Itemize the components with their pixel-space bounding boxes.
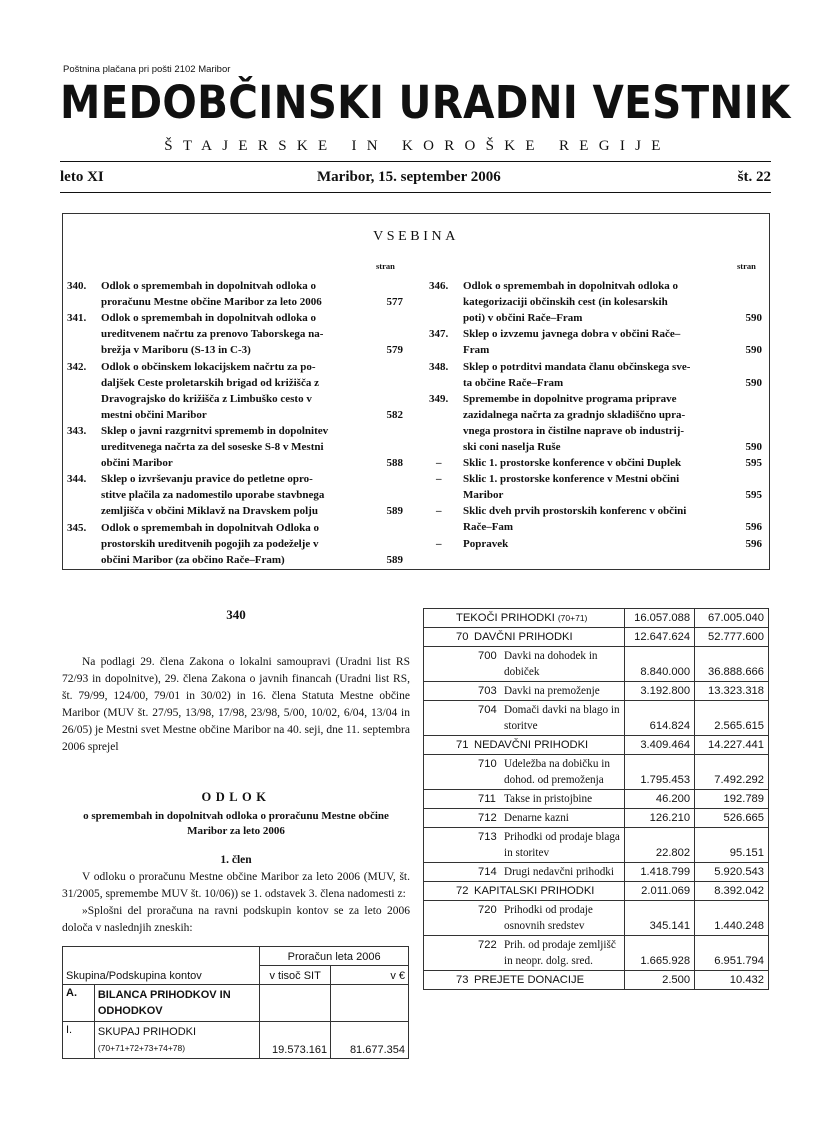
table-row bbox=[424, 628, 769, 647]
row-value-sit: 22.802 bbox=[625, 828, 695, 863]
toc-entry-title: Sklep o izvrševanju pravice do petletne opro- stitve plačila za nadomestilo uporabe stavbnega zemljišča v občini Miklavž na Dravskem polju bbox=[101, 473, 325, 518]
table-row bbox=[424, 936, 769, 971]
row-value-sit: 1.795.453 bbox=[625, 755, 695, 790]
row-label-text: Davki na premoženje bbox=[504, 685, 600, 697]
row-value-sit: 16.057.088 bbox=[625, 609, 695, 628]
row-code: 712 bbox=[478, 812, 497, 824]
row-label-text: Prih. od prodaje zemljišč in neopr. dolg. sred. bbox=[504, 939, 616, 967]
row-label-text: TEKOČI PRIHODKI bbox=[456, 612, 555, 624]
row-value-eur: 81.677.354 bbox=[331, 1022, 409, 1059]
toc-entry-number: 346. bbox=[429, 280, 449, 292]
col-sit-header: v tisoč SIT bbox=[260, 966, 331, 985]
table-row bbox=[424, 971, 769, 990]
row-label bbox=[424, 936, 625, 971]
toc-entry-title: Popravek bbox=[463, 537, 509, 550]
row-value-sit: 2.500 bbox=[625, 971, 695, 990]
budget-table-right bbox=[423, 608, 769, 990]
row-code: 720 bbox=[478, 904, 497, 916]
toc-entry-title: Odlok o spremembah in dopolnitvah odloka o kategorizaciji občinskih cest (in kolesarskih poti) v občini Rače–Fram bbox=[463, 280, 678, 325]
row-label-text: KAPITALSKI PRIHODKI bbox=[474, 885, 595, 897]
row-value-eur: 52.777.600 bbox=[695, 628, 769, 647]
table-of-contents bbox=[62, 213, 770, 570]
row-value-eur: 95.151 bbox=[695, 828, 769, 863]
row-label bbox=[424, 701, 625, 736]
row-value-eur: 192.789 bbox=[695, 790, 769, 809]
table-row bbox=[424, 790, 769, 809]
masthead-title: MEDOBČINSKI URADNI VESTNIK bbox=[60, 76, 791, 129]
masthead-subtitle: ŠTAJERSKE IN KOROŠKE REGIJE bbox=[164, 138, 671, 154]
toc-entry-page: 588 bbox=[386, 457, 403, 470]
row-label-text: Drugi nedavčni prihodki bbox=[504, 866, 614, 878]
toc-entry-page: 589 bbox=[386, 553, 403, 566]
article-paragraph: »Splošni del proračuna na ravni podskupin kontov se za leto 2006 določa v naslednjih zneskih: bbox=[62, 905, 410, 934]
row-code: 72 bbox=[456, 885, 469, 897]
row-label bbox=[424, 790, 625, 809]
row-code: 704 bbox=[478, 704, 497, 716]
row-value-eur: 2.565.615 bbox=[695, 701, 769, 736]
row-label-text: Prihodki od prodaje blaga in storitev bbox=[504, 831, 620, 859]
row-value-eur: 8.392.042 bbox=[695, 882, 769, 901]
table-row bbox=[424, 736, 769, 755]
row-label bbox=[424, 647, 625, 682]
row-label-text: PREJETE DONACIJE bbox=[474, 974, 585, 986]
toc-entry-title: Sklep o izvzemu javnega dobra v občini Rače– Fram bbox=[463, 328, 681, 357]
toc-entry-page: 582 bbox=[386, 408, 403, 421]
header-rule-bottom bbox=[60, 192, 771, 193]
row-value-eur: 67.005.040 bbox=[695, 609, 769, 628]
row-value-sit: 345.141 bbox=[625, 901, 695, 936]
budget-year-header: Proračun leta 2006 bbox=[260, 947, 409, 966]
row-value-sit: 19.573.161 bbox=[260, 1022, 331, 1059]
article-heading: 1. člen bbox=[220, 854, 252, 866]
row-label-text: Prihodki od prodaje osnovnih sredstev bbox=[504, 904, 593, 932]
toc-entry bbox=[429, 391, 762, 455]
toc-entry bbox=[67, 278, 403, 310]
row-label bbox=[424, 901, 625, 936]
toc-entry-page: 596 bbox=[745, 521, 762, 534]
toc-entry-number: 340. bbox=[67, 280, 87, 292]
table-row bbox=[424, 682, 769, 701]
toc-entry bbox=[429, 359, 762, 391]
row-code: 713 bbox=[478, 831, 497, 843]
toc-entry-number: 344. bbox=[67, 473, 87, 486]
toc-entry-page: 595 bbox=[745, 489, 762, 502]
row-label bbox=[424, 736, 625, 755]
toc-entry bbox=[429, 471, 762, 503]
toc-entry-number: 348. bbox=[429, 360, 449, 373]
row-code: 70 bbox=[456, 631, 469, 643]
row-label bbox=[424, 609, 625, 628]
row-value-eur: 14.227.441 bbox=[695, 736, 769, 755]
toc-entry-page: 590 bbox=[745, 344, 762, 357]
row-value-eur: 13.323.318 bbox=[695, 682, 769, 701]
row-value-sit: 8.840.000 bbox=[625, 647, 695, 682]
row-value-sit: 126.210 bbox=[625, 809, 695, 828]
toc-entry-page: 590 bbox=[745, 312, 762, 325]
toc-entry bbox=[429, 503, 762, 535]
row-value-eur: 1.440.248 bbox=[695, 901, 769, 936]
toc-entry-page: 590 bbox=[745, 376, 762, 389]
decree-subtitle: o spremembah in dopolnitvah odloka o proračunu Mestne občine Maribor za leto 2006 bbox=[83, 810, 389, 837]
table-row bbox=[424, 901, 769, 936]
toc-page-label-right: stran bbox=[737, 261, 756, 271]
table-row bbox=[424, 609, 769, 628]
row-label-text: DAVČNI PRIHODKI bbox=[474, 631, 573, 643]
issue-place-date: Maribor, 15. september 2006 bbox=[317, 169, 501, 185]
row-value-sit: 3.409.464 bbox=[625, 736, 695, 755]
row-value-sit: 2.011.069 bbox=[625, 882, 695, 901]
row-label bbox=[424, 682, 625, 701]
row-value-sit: 46.200 bbox=[625, 790, 695, 809]
toc-entry-title: Spremembe in dopolnitve programa priprave zazidalnega načrta za gradnjo skladiščno upra- vnega prostora in čistilne naprave ob industrij- ski coni naselja Ruše bbox=[463, 392, 686, 453]
row-label-text: SKUPAJ PRIHODKI bbox=[97, 1026, 197, 1038]
row-label-text: Takse in pristojbine bbox=[504, 793, 593, 805]
row-code: 714 bbox=[478, 866, 497, 878]
row-code: 73 bbox=[456, 974, 469, 986]
row-value-sit: 1.665.928 bbox=[625, 936, 695, 971]
row-label bbox=[424, 971, 625, 990]
table-row bbox=[424, 647, 769, 682]
toc-entry bbox=[429, 536, 762, 552]
row-value-eur: 526.665 bbox=[695, 809, 769, 828]
toc-entry-page: 579 bbox=[386, 344, 403, 357]
article-number: 340 bbox=[226, 607, 246, 622]
toc-entry bbox=[67, 359, 403, 423]
toc-entry-title: Sklep o javni razgrnitvi sprememb in dopolnitev ureditvenega načrta za del soseske S-8 v Mestni občini Maribor bbox=[101, 424, 329, 470]
row-label-text: NEDAVČNI PRIHODKI bbox=[474, 739, 589, 751]
row-value-eur: 7.492.292 bbox=[695, 755, 769, 790]
toc-entry bbox=[67, 520, 403, 568]
row-label bbox=[424, 755, 625, 790]
row-value-sit: 12.647.624 bbox=[625, 628, 695, 647]
row-code: 703 bbox=[478, 685, 497, 697]
decree-title: ODLOK bbox=[201, 790, 271, 804]
toc-entry-number: 345. bbox=[67, 521, 87, 534]
toc-entry-title: Sklep o potrditvi mandata članu občinskega sve- ta občine Rače–Fram bbox=[463, 360, 691, 389]
toc-entry-title: Odlok o spremembah in dopolnitvah odloka o ureditvenem načrtu za prenovo Taborskega na- brežja v Mariboru (S-13 in C-3) bbox=[101, 312, 324, 357]
toc-entry bbox=[429, 455, 762, 471]
row-label bbox=[424, 863, 625, 882]
toc-entry-title: Odlok o spremembah in dopolnitvah Odloka o prostorskih ureditvenih pogojih za podeželje v občini Maribor (za občino Rače–Fram) bbox=[101, 521, 320, 566]
row-code: 711 bbox=[478, 793, 496, 805]
toc-entry-number: 343. bbox=[67, 424, 87, 437]
row-code: 700 bbox=[478, 650, 497, 662]
row-value-eur: 6.951.794 bbox=[695, 936, 769, 971]
issue-year: leto XI bbox=[60, 169, 104, 185]
row-label bbox=[424, 828, 625, 863]
table-row bbox=[424, 863, 769, 882]
row-label-formula: (70+71+72+73+74+78) bbox=[97, 1043, 186, 1053]
toc-entry-number: – bbox=[436, 473, 442, 486]
toc-entry-title: Sklic dveh prvih prostorskih konferenc v občini Rače–Fam bbox=[463, 505, 687, 534]
row-label bbox=[424, 628, 625, 647]
row-value-sit: 1.418.799 bbox=[625, 863, 695, 882]
budget-table-left bbox=[62, 946, 409, 1059]
toc-entry-title: Sklic 1. prostorske konference v občini Duplek bbox=[463, 457, 682, 470]
toc-entry-number: – bbox=[436, 457, 442, 470]
row-label bbox=[424, 882, 625, 901]
toc-entry-number: – bbox=[436, 537, 442, 550]
table-row bbox=[424, 809, 769, 828]
table-row bbox=[424, 828, 769, 863]
issue-number: št. 22 bbox=[737, 169, 771, 185]
toc-entry-number: 349. bbox=[429, 392, 449, 405]
table-row bbox=[424, 755, 769, 790]
row-label bbox=[424, 809, 625, 828]
row-code: 71 bbox=[456, 739, 469, 751]
toc-entry bbox=[67, 310, 403, 358]
toc-entry-page: 577 bbox=[386, 296, 403, 309]
row-label bbox=[94, 1022, 259, 1059]
toc-entry bbox=[67, 423, 403, 471]
postage-note: Poštnina plačana pri pošti 2102 Maribor bbox=[63, 64, 231, 75]
toc-title: VSEBINA bbox=[373, 229, 459, 244]
toc-entry-title: Sklic 1. prostorske konference v Mestni občini Maribor bbox=[463, 473, 680, 502]
row-value-eur: 36.888.666 bbox=[695, 647, 769, 682]
toc-entry-title: Odlok o občinskem lokacijskem načrtu za po- daljšek Ceste proletarskih brigad od križišča z Dravograjsko do križišča z Limbuško cesto v mestni občini Maribor bbox=[101, 360, 319, 421]
row-label-text: Davki na dohodek in dobiček bbox=[504, 650, 598, 678]
row-label-text: Domači davki na blago in storitve bbox=[504, 704, 620, 732]
toc-entry bbox=[67, 471, 403, 519]
toc-entry bbox=[429, 326, 762, 358]
row-code: 710 bbox=[478, 758, 497, 770]
row-code: I. bbox=[63, 1022, 95, 1059]
toc-entry-number: 341. bbox=[67, 312, 87, 325]
toc-entry bbox=[429, 278, 762, 326]
row-label: BILANCA PRIHODKOV IN ODHODKOV bbox=[94, 985, 259, 1022]
issue-row bbox=[60, 169, 771, 189]
table-row bbox=[63, 985, 409, 1022]
table-row bbox=[424, 882, 769, 901]
table-row bbox=[424, 701, 769, 736]
col-group-header: Skupina/Podskupina kontov bbox=[63, 947, 260, 985]
article-paragraph: V odloku o proračunu Mestne občine Maribor za leto 2006 (MUV, št. 31/2005, spremembe MUV št. 10/06)) se 1. odstavek 3. člena nadomesti z: bbox=[62, 871, 410, 900]
row-code: 722 bbox=[478, 939, 497, 951]
row-value-sit: 614.824 bbox=[625, 701, 695, 736]
article-preamble: Na podlagi 29. člena Zakona o lokalni samoupravi (Uradni list RS 72/93 in dopolnitve), 29. člena Zakona o javnih financah (Uradni list RS, št. 79/99, 124/00, 79/01 in 30/02) in 16. člena Statuta Mestne občine Maribor (MUV št. 27/95, 13/98, 17/98, 23/98, 5/00, 10/02, 6/04, 13/04 in 26/05) je Mestni svet Mestne občine Maribor na 40. seji, dne 11. septembra 2006 sprejel bbox=[62, 656, 410, 754]
toc-entry-number: 342. bbox=[67, 360, 87, 373]
toc-entry-number: – bbox=[436, 505, 442, 518]
row-code: A. bbox=[63, 985, 95, 1022]
toc-entry-number: 347. bbox=[429, 328, 449, 341]
toc-entry-page: 590 bbox=[745, 440, 762, 453]
col-eur-header: v € bbox=[331, 966, 409, 985]
table-row bbox=[63, 1022, 409, 1059]
row-label-text: Udeležba na dobičku in dohod. od premoženja bbox=[504, 758, 610, 786]
toc-page-label-left: stran bbox=[376, 261, 395, 271]
article-body bbox=[62, 869, 410, 937]
toc-entry-title: Odlok o spremembah in dopolnitvah odloka o proračunu Mestne občine Maribor za leto 2006 bbox=[101, 280, 322, 309]
toc-entry-page: 596 bbox=[745, 537, 762, 550]
row-label-formula: (70+71) bbox=[557, 613, 588, 623]
row-value-eur: 5.920.543 bbox=[695, 863, 769, 882]
row-label-text: Denarne kazni bbox=[504, 812, 569, 824]
header-rule-top bbox=[60, 161, 771, 162]
row-value-eur: 10.432 bbox=[695, 971, 769, 990]
toc-entry-page: 595 bbox=[745, 457, 762, 470]
row-value-sit: 3.192.800 bbox=[625, 682, 695, 701]
toc-entry-page: 589 bbox=[386, 505, 403, 518]
